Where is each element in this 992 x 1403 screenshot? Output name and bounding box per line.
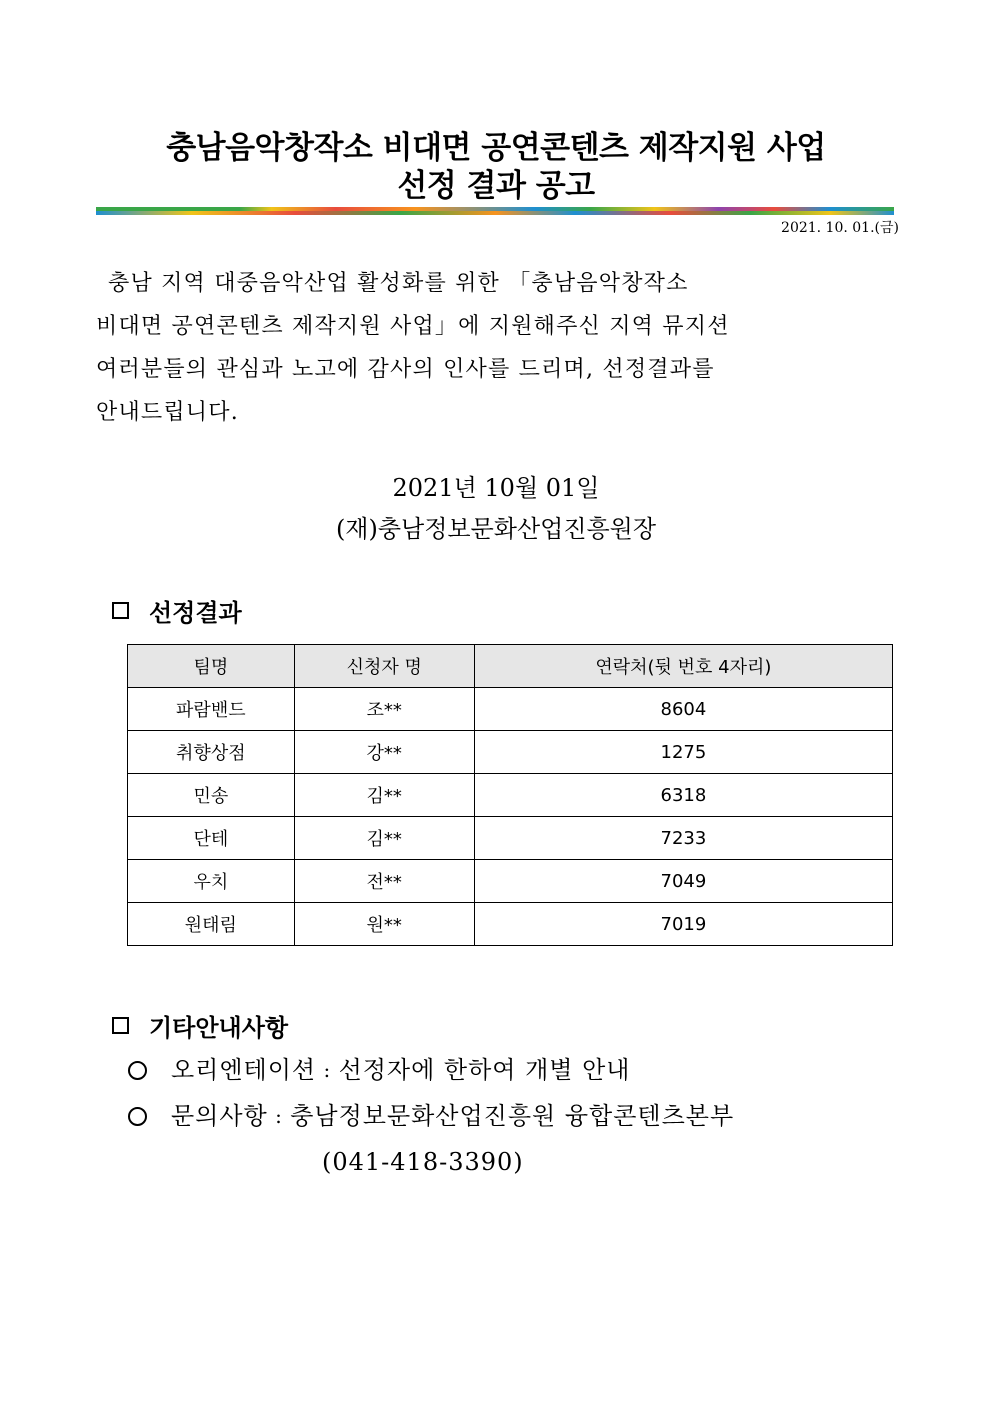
- contact-digits: 6318: [474, 774, 892, 817]
- item-text: 충남정보문화산업진흥원 융합콘텐츠본부: [290, 1102, 735, 1130]
- section-other-heading: [112, 1008, 288, 1043]
- item-label: 오리엔테이션: [171, 1056, 317, 1084]
- applicant-name: 원**: [294, 903, 474, 946]
- checkbox-square-icon: [112, 1017, 129, 1034]
- contact-digits: 7019: [474, 903, 892, 946]
- column-header: 팀명: [128, 645, 295, 688]
- intro-line: 여러분들의 관심과 노고에 감사의 인사를 드리며, 선정결과를: [96, 357, 715, 382]
- list-item: [128, 1047, 734, 1093]
- contact-digits: 8604: [474, 688, 892, 731]
- applicant-name: 강**: [294, 731, 474, 774]
- table-row: [128, 903, 893, 946]
- item-label: 문의사항: [171, 1102, 268, 1130]
- applicant-name: 김**: [294, 817, 474, 860]
- list-item: [128, 1093, 734, 1139]
- table-row: [128, 731, 893, 774]
- section-title: 선정결과: [149, 598, 242, 627]
- column-header: 연락처(뒷 번호 4자리): [474, 645, 892, 688]
- item-separator: :: [316, 1058, 339, 1082]
- table-row: [128, 817, 893, 860]
- circle-bullet-icon: [128, 1107, 147, 1126]
- item-separator: :: [267, 1104, 291, 1128]
- contact-digits: 1275: [474, 731, 892, 774]
- applicant-name: 김**: [294, 774, 474, 817]
- intro-line: 안내드립니다.: [96, 400, 239, 425]
- table-row: [128, 688, 893, 731]
- other-info-list: [128, 1047, 734, 1185]
- intro-paragraph: [96, 262, 896, 434]
- team-name: 원태림: [128, 903, 295, 946]
- table-row: [128, 860, 893, 903]
- contact-number: (041-418-3390): [322, 1148, 524, 1176]
- column-header: 신청자 명: [294, 645, 474, 688]
- team-name: 단테: [128, 817, 295, 860]
- organization-name: (재)충남정보문화산업진흥원장: [335, 515, 657, 543]
- intro-line: 비대면 공연콘텐츠 제작지원 사업」에 지원해주신 지역 뮤지션: [96, 314, 730, 339]
- applicant-name: 전**: [294, 860, 474, 903]
- section-title: 기타안내사항: [149, 1013, 289, 1042]
- table-header-row: [128, 645, 893, 688]
- results-table: [127, 644, 893, 946]
- applicant-name: 조**: [294, 688, 474, 731]
- team-name: 우치: [128, 860, 295, 903]
- contact-digits: 7049: [474, 860, 892, 903]
- decorative-stripe-lower: [96, 211, 894, 215]
- section-results-heading: [112, 593, 242, 628]
- circle-bullet-icon: [128, 1061, 147, 1080]
- team-name: 민송: [128, 774, 295, 817]
- team-name: 취향상점: [128, 731, 295, 774]
- item-text: 선정자에 한하여 개별 안내: [338, 1056, 631, 1084]
- checkbox-square-icon: [112, 602, 129, 619]
- announcement-date: 2021년 10월 01일: [392, 474, 600, 502]
- post-date: 2021. 10. 01.(금): [781, 220, 899, 236]
- table-row: [128, 774, 893, 817]
- document-subtitle: 선정 결과 공고: [397, 168, 595, 204]
- document-title: 충남음악창작소 비대면 공연콘텐츠 제작지원 사업: [166, 130, 826, 166]
- contact-digits: 7233: [474, 817, 892, 860]
- intro-line: 충남 지역 대중음악산업 활성화를 위한 「충남음악창작소: [108, 271, 689, 296]
- team-name: 파람밴드: [128, 688, 295, 731]
